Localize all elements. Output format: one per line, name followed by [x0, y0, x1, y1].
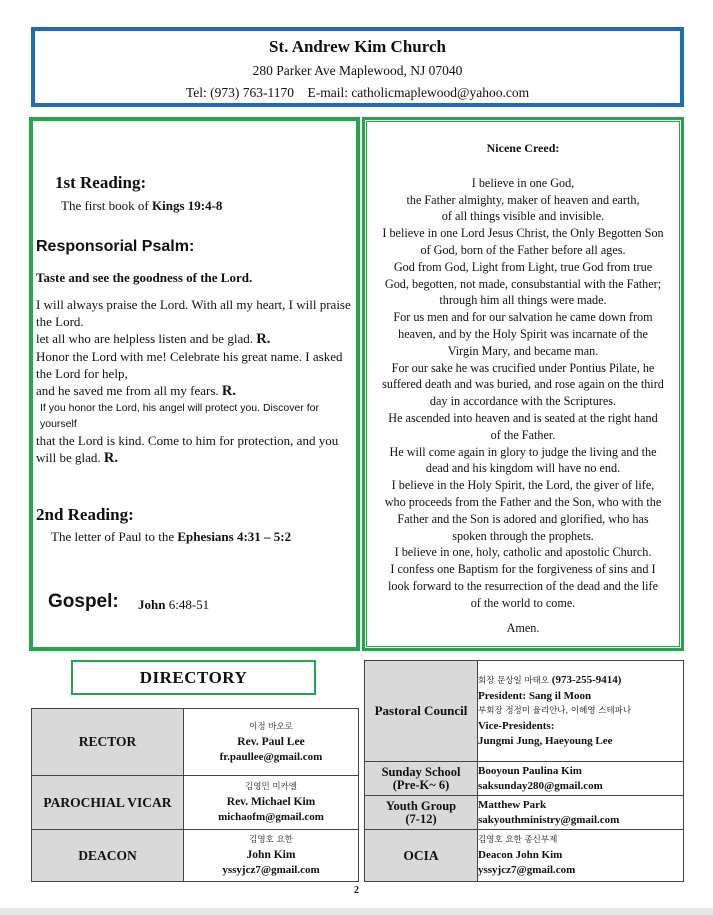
readings-box	[29, 117, 360, 651]
contact-cell	[478, 830, 684, 882]
psalm-line: Honor the Lord with me! Celebrate his great name. I asked the Lord for help,	[36, 349, 343, 381]
second-reading-text: The letter of Paul to the Ephesians 4:31 – 5:2	[51, 529, 292, 544]
psalm-line: I will always praise the Lord. With all my heart, I will praise the Lord.	[36, 297, 351, 329]
church-header	[31, 27, 684, 107]
creed-line: I believe in one Lord Jesus Christ, the Only Begotten Son	[382, 226, 664, 241]
directory-row	[32, 709, 359, 776]
role-label: Youth Group (7-12)	[365, 796, 478, 830]
contact-cell	[478, 762, 684, 796]
contact-cell	[184, 776, 359, 830]
creed-line: He ascended into heaven and is seated at the right hand	[388, 410, 658, 425]
creed-line: the Father almighty, maker of heaven and earth,	[406, 192, 640, 207]
creed-line: spoken through the prophets.	[452, 528, 594, 543]
footer-bar	[0, 908, 713, 915]
person-name: Deacon John Kim	[478, 849, 563, 861]
creed-line: of the world to come.	[470, 595, 576, 610]
creed-title: Nicene Creed:	[486, 141, 560, 155]
korean-name: 김영호 요한 종신부제	[478, 835, 558, 845]
creed-text	[365, 175, 681, 612]
psalm-line: If you honor the Lord, his angel will protect you. Discover for yourself	[40, 402, 319, 430]
role-label: OCIA	[365, 830, 478, 882]
creed-amen: Amen.	[506, 620, 540, 635]
pastoral-vice-names: Jungmi Jung, Haeyoung Lee	[478, 735, 613, 747]
directory-row	[365, 762, 684, 796]
person-name: John Kim	[246, 849, 296, 861]
page-number: 2	[354, 885, 359, 896]
directory-left-table	[31, 708, 359, 882]
korean-name: 김영호 요한	[249, 835, 293, 845]
directory-row	[365, 796, 684, 830]
psalm-line: let all who are helpless listen and be glad. R.	[36, 331, 271, 347]
directory-right-table	[364, 660, 684, 882]
creed-line: of the Father.	[490, 427, 556, 442]
creed-line: I believe in one, holy, catholic and apostolic Church.	[394, 545, 652, 560]
korean-name: 이정 바오로	[249, 721, 293, 732]
church-contact: Tel: (973) 763-1170 E-mail: catholicmaplewood@yahoo.com	[185, 85, 530, 100]
first-reading-heading: 1st Reading:	[55, 173, 147, 192]
role-label: Sunday School (Pre-K~ 6)	[365, 762, 478, 796]
creed-line: suffered death and was buried, and rose again on the third	[382, 377, 664, 392]
role-label: Pastoral Council	[365, 661, 478, 762]
psalm-line: that the Lord is kind. Come to him for protection, and you will be glad. R.	[36, 433, 339, 466]
email-text: sakyouthministry@gmail.com	[478, 813, 620, 826]
psalm-heading: Responsorial Psalm:	[36, 238, 195, 255]
directory-row	[365, 661, 684, 762]
psalm-refrain: Taste and see the goodness of the Lord.	[36, 270, 253, 285]
contact-cell	[184, 830, 359, 882]
creed-line: Father and the Son is adored and glorified, who has	[397, 511, 649, 526]
contact-cell	[478, 661, 684, 762]
korean-name: 김영민 미카엘	[245, 782, 297, 792]
email-text: fr.paullee@gmail.com	[219, 750, 323, 763]
pastoral-president: President: Sang il Moon	[478, 690, 592, 702]
creed-line: who proceeds from the Father and the Son, who with the	[384, 494, 662, 509]
directory-title: DIRECTORY	[71, 660, 316, 695]
role-label: PAROCHIAL VICAR	[32, 776, 184, 830]
creed-line: I confess one Baptism for the forgiveness of sins and I	[390, 562, 656, 577]
person-name: Matthew Park	[478, 798, 547, 811]
email-text: saksunday280@gmail.com	[478, 779, 603, 792]
first-reading-text: The first book of Kings 19:4-8	[61, 198, 223, 213]
creed-line: He will come again in glory to judge the living and the	[389, 444, 657, 459]
creed-line: Virgin Mary, and became man.	[447, 343, 599, 358]
person-name: Booyoun Paulina Kim	[478, 764, 582, 777]
second-reading-heading: 2nd Reading:	[36, 505, 134, 524]
creed-line: through him all things were made.	[439, 293, 607, 308]
email-text: yssyjcz7@gmail.com	[478, 864, 576, 876]
creed-line: heaven, and by the Holy Spirit was incarnate of the	[398, 326, 648, 341]
contact-cell	[478, 796, 684, 830]
creed-line: dead and his kingdom will have no end.	[425, 461, 621, 476]
directory-row	[365, 830, 684, 882]
directory-row	[32, 776, 359, 830]
creed-line: God, begotten, not made, consubstantial with the Father;	[384, 276, 662, 291]
pastoral-vice-label: Vice-Presidents:	[478, 720, 555, 732]
nicene-creed-box	[362, 117, 684, 651]
creed-line: For our sake he was crucified under Pontius Pilate, he	[391, 360, 655, 375]
creed-line: I believe in the Holy Spirit, the Lord, the giver of life,	[391, 478, 655, 493]
psalm-verses	[36, 296, 358, 467]
person-name: Rev. Paul Lee	[237, 735, 305, 748]
creed-line: day in accordance with the Scriptures.	[429, 394, 617, 409]
creed-line: of all things visible and invisible.	[441, 209, 605, 224]
role-label: RECTOR	[32, 709, 184, 776]
psalm-line: and he saved me from all my fears. R.	[36, 383, 237, 399]
creed-line: of God, born of the Father before all ages.	[420, 242, 626, 257]
creed-line: look forward to the resurrection of the dead and the life	[387, 578, 659, 593]
creed-line: I believe in one God,	[471, 175, 575, 190]
church-address: 280 Parker Ave Maplewood, NJ 07040	[252, 63, 463, 78]
gospel-text: John 6:48-51	[138, 597, 210, 612]
creed-line: For us men and for our salvation he came down from	[393, 310, 653, 325]
creed-line: God from God, Light from Light, true God from true	[393, 259, 653, 274]
contact-cell	[184, 709, 359, 776]
pastoral-line: 회장 문상일 마태오 (973-255-9414)	[478, 674, 622, 686]
pastoral-vice-korean: 부회장 정정미 율리안나, 이혜영 스테파나	[478, 706, 632, 716]
directory-row	[32, 830, 359, 882]
email-text: michaofm@gmail.com	[218, 811, 324, 823]
gospel-heading: Gospel:	[48, 591, 119, 612]
role-label: DEACON	[32, 830, 184, 882]
person-name: Rev. Michael Kim	[226, 796, 316, 808]
email-text: yssyjcz7@gmail.com	[222, 864, 320, 876]
church-name: St. Andrew Kim Church	[269, 37, 446, 56]
